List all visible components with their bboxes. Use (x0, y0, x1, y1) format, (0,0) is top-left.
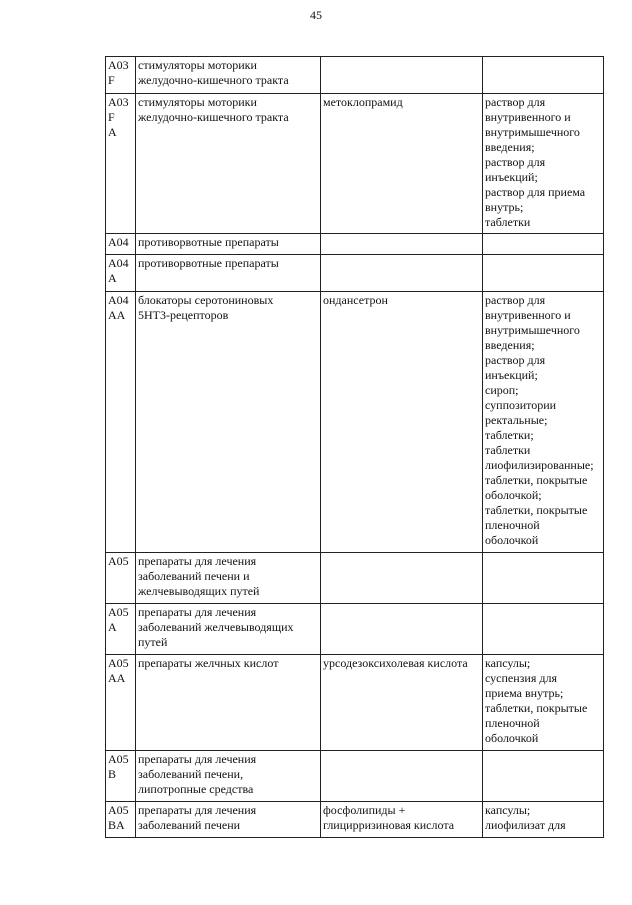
group-name-cell: противорвотные препараты (136, 255, 321, 292)
group-name-cell: препараты для лечения заболеваний печени (136, 802, 321, 838)
dosage-forms-cell (483, 57, 604, 94)
group-name-cell: противорвотные препараты (136, 234, 321, 255)
table-row (106, 57, 604, 94)
table-row (106, 255, 604, 292)
dosage-forms-cell (483, 751, 604, 802)
atc-code-cell: A04 (106, 234, 136, 255)
table-row (106, 802, 604, 838)
atc-code-cell: A04 AA (106, 292, 136, 553)
atc-code-cell: A05 (106, 553, 136, 604)
table-row (106, 553, 604, 604)
atc-code-cell: A04 A (106, 255, 136, 292)
substance-cell (321, 234, 483, 255)
atc-code-cell: A05 B (106, 751, 136, 802)
dosage-forms-cell: раствор для внутривенного и внутримышечного введения; раствор для инъекций; раствор для приема внутрь; таблетки (483, 94, 604, 234)
atc-code-cell: A03F A (106, 94, 136, 234)
page-number: 45 (310, 8, 322, 22)
table-row (106, 234, 604, 255)
atc-code-cell: A05 A (106, 604, 136, 655)
table-row (106, 94, 604, 234)
group-name-cell: препараты желчных кислот (136, 655, 321, 751)
substance-cell (321, 57, 483, 94)
atc-code-cell: A05 BA (106, 802, 136, 838)
table-row (106, 604, 604, 655)
dosage-forms-cell (483, 553, 604, 604)
substance-cell (321, 751, 483, 802)
substance-cell: фосфолипиды + глицирризиновая кислота (321, 802, 483, 838)
group-name-cell: препараты для лечения заболеваний печени, липотропные средства (136, 751, 321, 802)
group-name-cell: стимуляторы моторики желудочно-кишечного тракта (136, 57, 321, 94)
dosage-forms-cell: раствор для внутривенного и внутримышечного введения; раствор для инъекций; сироп; суппозитории ректальные; таблетки; таблетки лиофилизированные; таблетки, покрытые оболочкой; таблетки, покрытые пленочной оболочкой (483, 292, 604, 553)
substance-cell: ондансетрон (321, 292, 483, 553)
substance-cell (321, 553, 483, 604)
group-name-cell: блокаторы серотониновых 5HT3-рецепторов (136, 292, 321, 553)
dosage-forms-cell (483, 234, 604, 255)
substance-cell (321, 604, 483, 655)
dosage-forms-cell: капсулы; суспензия для приема внутрь; таблетки, покрытые пленочной оболочкой (483, 655, 604, 751)
group-name-cell: препараты для лечения заболеваний печени и желчевыводящих путей (136, 553, 321, 604)
substance-cell (321, 255, 483, 292)
table-row (106, 292, 604, 553)
substance-cell: урсодезоксихолевая кислота (321, 655, 483, 751)
dosage-forms-cell (483, 604, 604, 655)
drug-table (105, 56, 604, 838)
group-name-cell: стимуляторы моторики желудочно-кишечного тракта (136, 94, 321, 234)
table-row (106, 751, 604, 802)
substance-cell: метоклопрамид (321, 94, 483, 234)
table-row (106, 655, 604, 751)
dosage-forms-cell (483, 255, 604, 292)
dosage-forms-cell: капсулы; лиофилизат для (483, 802, 604, 838)
group-name-cell: препараты для лечения заболеваний желчевыводящих путей (136, 604, 321, 655)
atc-code-cell: A05 AA (106, 655, 136, 751)
atc-code-cell: A03F (106, 57, 136, 94)
